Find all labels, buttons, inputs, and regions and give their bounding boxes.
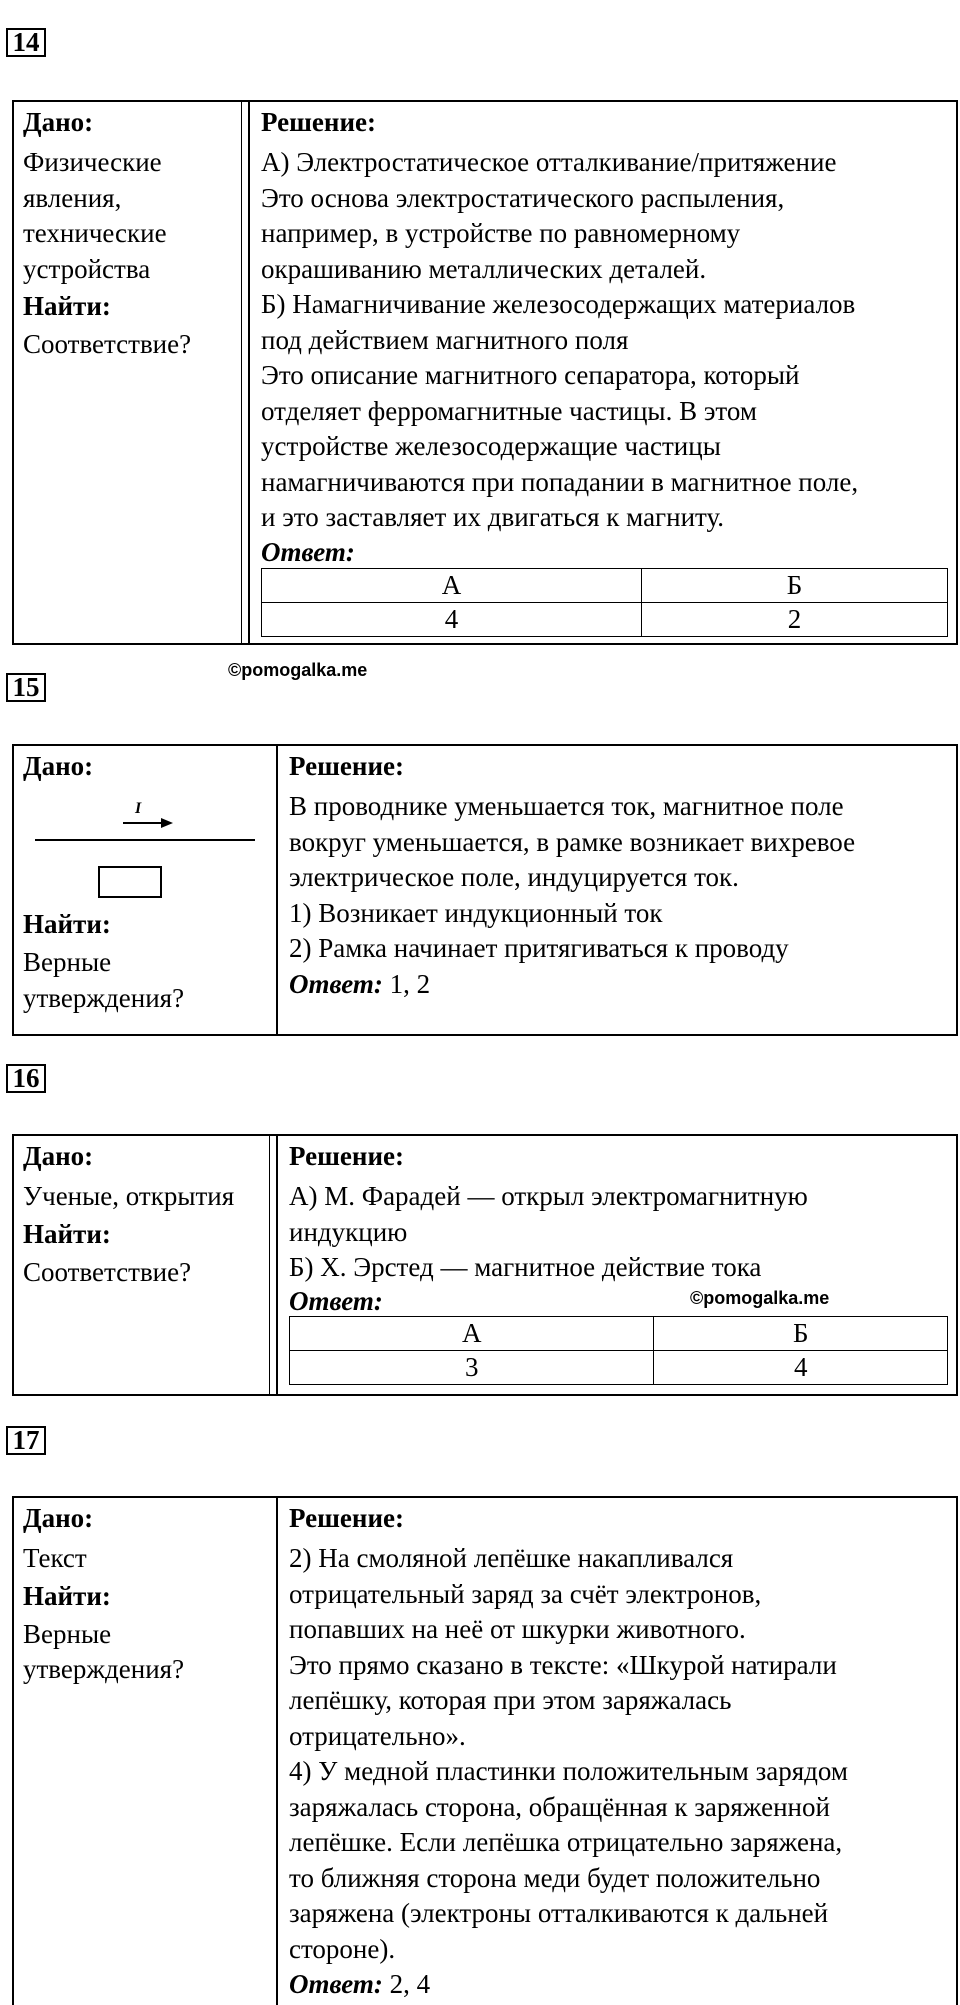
answer-label: Ответ: xyxy=(289,968,383,999)
solution-column xyxy=(250,102,956,643)
answer-value-a: 3 xyxy=(290,1350,654,1384)
given-column xyxy=(14,102,250,643)
solution-line: лепёшке. Если лепёшка отрицательно заряжена, xyxy=(289,1827,843,1857)
solution-line: и это заставляет их двигаться к магниту. xyxy=(261,502,725,532)
solution-line: электрическое поле, индуцируется ток. xyxy=(289,862,739,892)
solution-line: лепёшку, которая при этом заряжалась xyxy=(289,1685,732,1715)
solution-line: А) Электростатическое отталкивание/притяжение xyxy=(261,147,837,177)
watermark: ©pomogalka.me xyxy=(228,660,368,680)
solution-line: намагничиваются при попадании в магнитное поле, xyxy=(261,466,859,497)
solution-label: Решение: xyxy=(289,751,404,781)
solution-line: отрицательно». xyxy=(289,1720,466,1751)
solution-line: А) М. Фарадей — открыл электромагнитную xyxy=(289,1181,808,1211)
find-label: Найти: xyxy=(23,1218,111,1249)
solution-line: Это описание магнитного сепаратора, который xyxy=(261,360,800,390)
solution-line: 2) Рамка начинает притягиваться к проводу xyxy=(289,933,789,963)
task-block-16 xyxy=(12,1134,958,1396)
find-label: Найти: xyxy=(23,1580,111,1611)
solution-column xyxy=(278,1498,956,2005)
task-number: 17 xyxy=(6,1426,46,1455)
solution-line: В проводнике уменьшается ток, магнитное поле xyxy=(289,791,844,821)
solution-line: заряжалась сторона, обращённая к заряженной xyxy=(289,1791,830,1822)
given-column xyxy=(14,1136,278,1394)
answer-header-b: Б xyxy=(641,568,947,602)
answer-header-a: А xyxy=(290,1316,654,1350)
solution-label: Решение: xyxy=(289,1141,404,1171)
solution-column xyxy=(278,1136,956,1394)
solution-line: устройстве железосодержащие частицы xyxy=(261,431,721,461)
solution-line: 2) На смоляной лепёшке накапливался xyxy=(289,1543,734,1573)
solution-line: под действием магнитного поля xyxy=(261,324,629,355)
answer-line xyxy=(289,1967,948,2003)
solution-column xyxy=(278,746,956,1034)
answer-value: 1, 2 xyxy=(389,968,431,999)
given-column xyxy=(14,746,278,1034)
find-text: Верные утверждения? xyxy=(23,947,185,1013)
answer-table xyxy=(289,1316,948,1385)
task-block-15 xyxy=(12,744,958,1036)
task-number: 16 xyxy=(6,1064,46,1093)
answer-header-b: Б xyxy=(654,1316,948,1350)
given-column xyxy=(14,1498,278,2005)
given-text: Ученые, открытия xyxy=(23,1181,235,1211)
find-label: Найти: xyxy=(23,909,111,939)
solution-line: Б) Намагничивание железосодержащих материалов xyxy=(261,289,856,319)
given-label: Дано: xyxy=(23,1503,94,1533)
divider-line xyxy=(269,1136,270,1394)
find-label: Найти: xyxy=(23,291,111,321)
solution-line: Б) Х. Эрстед — магнитное действие тока xyxy=(289,1252,762,1282)
answer-value-b: 2 xyxy=(641,602,947,636)
solution-line: индукцию xyxy=(289,1216,408,1247)
answer-label: Ответ: xyxy=(289,1969,383,1999)
given-text: Текст xyxy=(23,1543,87,1573)
find-text: Соответствие? xyxy=(23,329,192,359)
solution-line: отрицательный заряд за счёт электронов, xyxy=(289,1578,762,1609)
answer-table xyxy=(261,568,948,637)
solution-line: окрашиванию металлических деталей. xyxy=(261,253,707,284)
answer-value-b: 4 xyxy=(654,1350,948,1384)
wire-frame xyxy=(99,867,161,897)
circuit-figure xyxy=(23,785,263,905)
find-text: Соответствие? xyxy=(23,1256,192,1287)
given-label: Дано: xyxy=(23,1141,94,1171)
solution-line: вокруг уменьшается, в рамке возникает вихревое xyxy=(289,826,856,857)
task-number: 15 xyxy=(6,673,46,702)
solution-line: Это основа электростатического распыления, xyxy=(261,182,785,213)
given-label: Дано: xyxy=(23,107,94,137)
arrow-head-icon xyxy=(161,818,173,828)
solution-line: то ближняя сторона меди будет положительно xyxy=(289,1862,821,1893)
answer-value-a: 4 xyxy=(262,602,642,636)
task-block-14 xyxy=(12,100,958,645)
answer-line xyxy=(289,967,948,1003)
solution-line: стороне). xyxy=(289,1933,396,1964)
solution-line: отделяет ферромагнитные частицы. В этом xyxy=(261,395,757,426)
answer-value: 2, 4 xyxy=(389,1969,431,1999)
divider-line xyxy=(241,102,242,643)
current-label: I xyxy=(135,800,142,817)
watermark: ©pomogalka.me xyxy=(690,1288,830,1308)
given-text: Физические явления, технические устройства xyxy=(23,147,167,284)
solution-line: заряжена (электроны отталкиваются к дальней xyxy=(289,1898,829,1928)
solution-label: Решение: xyxy=(289,1503,404,1533)
answer-label: Ответ: xyxy=(289,1285,383,1316)
answer-label: Ответ: xyxy=(261,536,355,567)
task-block-17 xyxy=(12,1496,958,2005)
given-label: Дано: xyxy=(23,751,94,781)
find-text: Верные утверждения? xyxy=(23,1618,185,1684)
solution-label: Решение: xyxy=(261,107,376,137)
solution-line: например, в устройстве по равномерному xyxy=(261,218,741,248)
answer-header-a: А xyxy=(262,568,642,602)
solution-line: 1) Возникает индукционный ток xyxy=(289,897,663,928)
task-number: 14 xyxy=(6,28,46,57)
solution-line: Это прямо сказано в тексте: «Шкурой натирали xyxy=(289,1649,837,1680)
solution-line: 4) У медной пластинки положительным зарядом xyxy=(289,1756,848,1786)
solution-line: попавших на неё от шкурки животного. xyxy=(289,1614,746,1644)
